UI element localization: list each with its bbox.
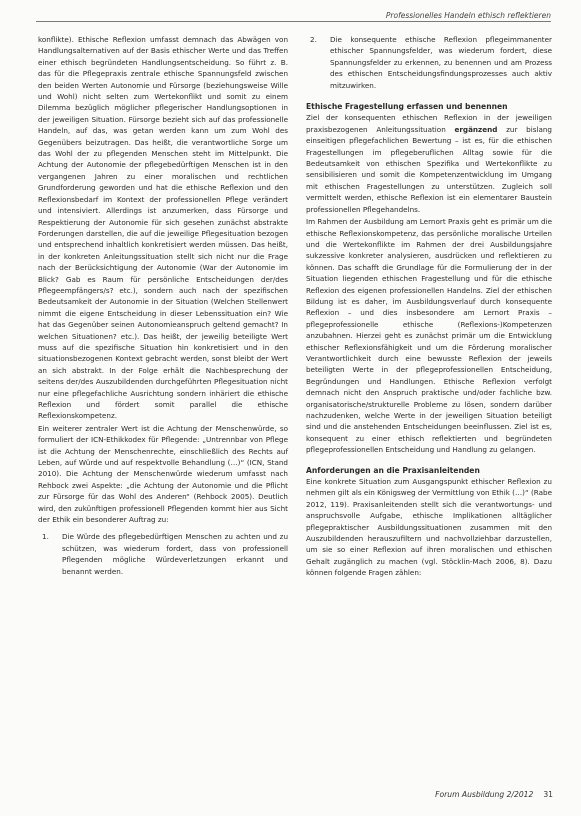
header-rule [36, 21, 551, 22]
body-paragraph: Im Rahmen der Ausbildung am Lernort Praxis geht es primär um die ethische Reflexionskompetenz, das persönliche moralische Urteilen und die Wertekonflikte im Rahmen der drei Ausbildungsjahre sukzessive konkreter analysieren, ausdrücken und reflektieren zu können. Das schafft die Grundlage für die Formulierung der in der Situation liegenden ethischen Fragestellung und für die ethische Reflexion des eigenen professionellen Handelns. Ziel der ethischen Bildung ist es daher, im Ausbildungsverlauf durch konsequente Reflexion – und dies insbesondere am Lernort Praxis – pflegeprofessionelle ethische (Reflexions-)Kompetenzen anzubahnen. Hierzei geht es zunächst primär um die Entwicklung ethischer Reflexionsfähigkeit und um die Förderung moralischer Verantwortlichkeit durch eine bewusste Reflexion der jeweils beteiligten Werte in der pflegeprofessionellen Entscheidung, Begründungen und Handlungen. Ethische Reflexion verfolgt demnach nicht den Anspruch praktische und/oder fachliche bzw. organisatorische/strukturelle Probleme zu lösen, sondern darüber nachzudenken, welche Werte in der jeweiligen Situation beteiligt sind und die anstehenden Entscheidungen beeinflussen. Ziel ist es, konsequent zu einer ethisch reflektierten und begründeten pflegeprofessionellen Entscheidung und Handlung zu gelangen. [306, 217, 552, 455]
body-paragraph [306, 112, 552, 215]
running-head: Professionelles Handeln ethisch reflektieren [385, 11, 551, 20]
list-number: 1. [42, 532, 49, 542]
text-run: zur bislang einseitigen pflegefachlichen Bewertung – ist es, für die ethischen Fragestellungen im pflegeberuflichen Alltag sowie für die Bedeutsamkeit von ethischen Spezifika und Wertekonflikte zu sensibilisieren und somit die Kompetenzentwicklung im Umgang mit ethischen Fragestellungen zu unterstützen. Zugleich soll vermittelt werden, ethische Reflexion ist ein elementarer Baustein professionellen Pflegehandelns. [306, 124, 552, 214]
list-item [306, 34, 552, 91]
list-text: Die Würde des pflegebedürftigen Menschen zu achten und zu schützen, was wiederum fordert, dass von professionell Pflegenden mögliche Würdeverletzungen erkannt und benannt werden. [62, 532, 288, 576]
body-paragraph: konflikte). Ethische Reflexion umfasst demnach das Abwägen von Handlungsalternativen auf der Basis ethischer Werte und das Treffen einer ethisch begründeten Handlungsentscheidung. So führt z. B. das für die Pflegepraxis zentrale ethische Spannungsfeld zwischen den beiden Werten Autonomie und Fürsorge (beziehungsweise Wille und Wohl) nicht selten zum Wertekonflikt und somit zu einem Dilemma bezüglich möglicher pflegerischer Handlungsoptionen in der jeweiligen Situation. Fürsorge bezieht sich auf das professionelle Handeln, auf das, was getan werden kann um zum Wohl des Gegenübers beizutragen. Das heißt, die verantwortliche Sorge um das Wohl der zu pflegenden Menschen steht im Mittelpunkt. Die Achtung der Autonomie der pflegebedürftigen Menschen ist in den vergangenen Jahren zu einer moralischen und rechtlichen Grundforderung geworden und hat die ethische Reflexion und den Reflexionsbedarf im Kontext der professionellen Pflege verändert und intensiviert. Allerdings ist anzumerken, dass Fürsorge und Respektierung der Autonomie für sich gesehen zunächst abstrakte Forderungen darstellen, die auf die jeweilige Pflegesituation bezogen und entsprechend inhaltlich konkretisiert werden müssen. Das heißt, in der konkreten Anleitungssituation stellt sich nicht nur die Frage nach der Berücksichtigung der Autonomie (War der Autonomie im Blick? Gab es Raum für persönliche Entscheidungen der/des Pflegeempfängers/s? etc.), sondern auch nach der spezifischen Bedeutsamkeit der Autonomie in der Situation (Welchen Stellenwert nimmt die eigene Entscheidung in dieser Lebenssituation ein? Wie hat das Gegenüber seinen Autonomieanspruch geltend gemacht? In welchen Situationen? etc.). Das heißt, der jeweilig beteiligte Wert muss auf die spezifische Situation hin konkretisiert und in den situationsbezogenen Kontext gebracht werden, sonst bleibt der Wert an sich abstrakt. In der Folge erhält die Nachbesprechung der seitens der/des Auszubildenden durchgeführten Pflegesituation nicht nur eine pflegefachliche Ausrichtung sondern inhäriert die ethische Reflexion und fördert somit parallel die ethische Reflexionskompetenz. [38, 35, 288, 421]
page-number: 31 [543, 790, 553, 799]
body-paragraph: Ein weiterer zentraler Wert ist die Achtung der Menschenwürde, so formuliert der ICN-Ethikkodex für Pflegende: „Untrennbar von Pflege ist die Achtung der Menschenrechte, einschließlich des Rechts auf Leben, auf Würde und auf respektvolle Behandlung (…)“ (ICN, Stand 2010). Die Achtung der Menschenwürde wiederum umfasst nach Rehbock zwei Aspekte: „die Achtung der Autonomie und die Pflicht zur Fürsorge für das Wohl des Anderen“ (Rehbock 2005). Deutlich wird, den zukünftigen professionell Pflegenden kommt hier aus Sicht der Ethik ein besonderer Auftrag zu: [38, 423, 288, 525]
journal-title: Forum Ausbildung 2/2012 [435, 790, 534, 799]
section-heading: Anforderungen an die Praxisanleitenden [306, 465, 480, 475]
list-text: Die konsequente ethische Reflexion pflegeimmanenter ethischer Spannungsfelder, was wiederum fordert, diese Spannungsfelder zu erkennen, zu benennen und am Prozess des ethischen Entscheidungsfindungsprozesses auch aktiv mitzuwirken. [330, 35, 552, 90]
body-paragraph: Eine konkrete Situation zum Ausgangspunkt ethischer Reflexion zu nehmen gilt als ein Königsweg der Vermittlung von Ethik (…)“ (Rabe 2012, 119). Praxisanleitenden stellt sich die verantwortungs- und anspruchsvolle Aufgabe, ethische Implikationen alltäglicher pflegepraktischer Ausbildungssituationen zusammen mit den Auszubildenden herauszufiltern und nachvollziehbar darzustellen, um sie so einer Reflexion auf ihren moralischen und ethischen Gehalt zugänglich zu machen (vgl. Stöcklin-Mach 2006, 8). Dazu können folgende Fragen zählen: [306, 477, 553, 578]
list-number: 2. [310, 35, 317, 44]
page-footer [435, 790, 553, 799]
section-heading: Ethische Fragestellung erfassen und benennen [306, 102, 508, 112]
emphasis-text: ergänzend [454, 124, 498, 134]
text-run: Ziel der konsequenten ethischen Reflexion in der jeweiligen praxisbezogenen Anleitungssituation [306, 113, 552, 134]
list-item [38, 531, 288, 577]
left-column [38, 34, 288, 587]
right-column [306, 34, 552, 580]
